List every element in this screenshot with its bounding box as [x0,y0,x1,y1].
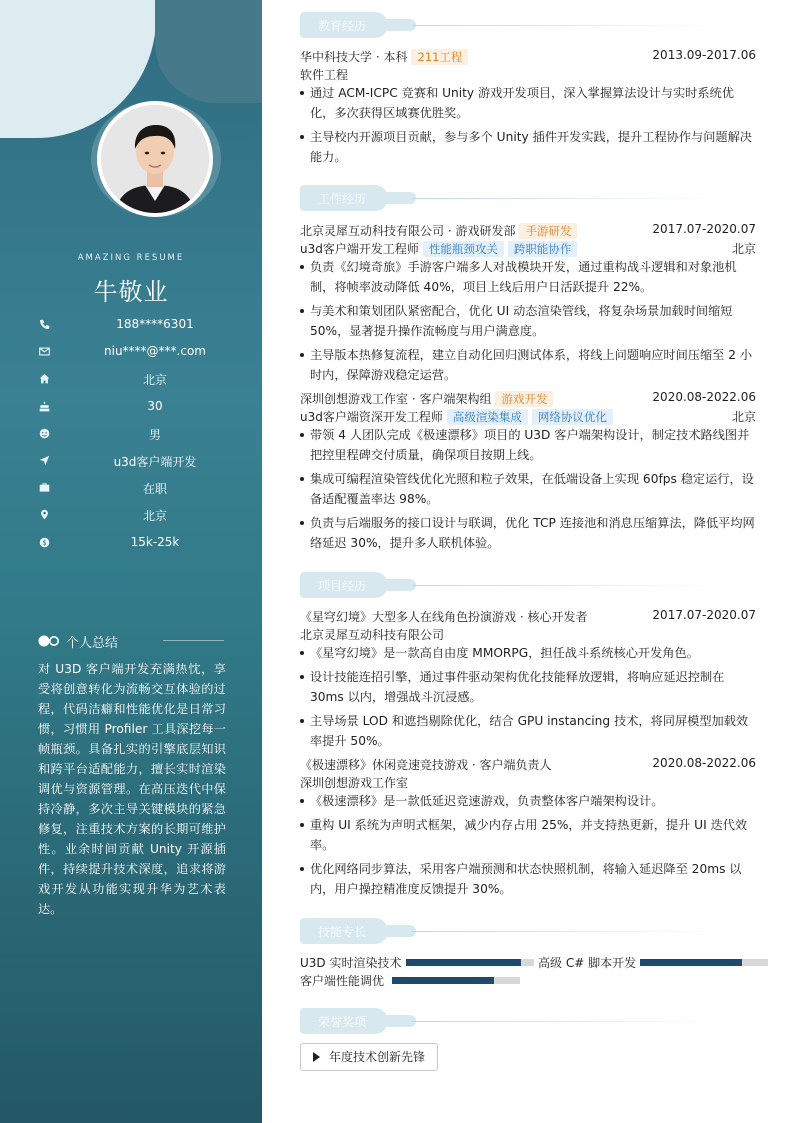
education-major: 软件工程 [300,68,349,82]
project-org-row [300,774,756,792]
avatar [97,101,213,217]
summary-text: 对 U3D 客户端开发充满热忱，享受将创意转化为流畅交互体验的过程，代码洁癖和性能优化是日常习惯，习惯用 Profiler 工具深挖每一帧瓶颈。具备扎实的引擎底层知识和跨平台适配能力，擅长实时渲染调优与资源管理。在高压迭代中保持冷静，多次主导关键模块的紧急修复，注重技术方案的长期可维护性。业余时间贡献 Unity 开源插件，持续提升技术深度，追求将游戏开发从功能实现升华为艺术表达。 [38,662,226,916]
job-role-row [300,240,756,258]
section-title: 荣誉奖项 [318,1015,367,1029]
project-bullets [300,643,756,755]
send-icon [38,455,50,467]
toggle-dots-icon [38,635,60,647]
job-bullets [300,425,756,557]
award-name: 年度技术创新先锋 [329,1050,426,1064]
role-tag: 性能瓶颈攻关 [423,241,504,257]
info-status [0,477,262,504]
skill-level-bar [406,959,534,966]
list-item: 主导版本热修复流程，建立自动化回归测试体系，将线上问题响应时间压缩至 2 小时内，保障游戏稳定运营。 [300,345,756,385]
school-name: 华中科技大学 · 本科 [300,50,408,64]
company-tag: 游戏开发 [495,391,553,407]
divider [163,640,224,641]
project-bullets [300,791,756,903]
list-item: 带领 4 人团队完成《极速漂移》项目的 U3D 客户端架构设计，制定技术路线图并把控里程碑交付质量，确保项目按期上线。 [300,425,756,465]
info-age-text: 30 [147,398,163,413]
section-title: 项目经历 [318,579,367,593]
location-pin-icon [38,509,50,521]
list-item: 负责《幻境奇旅》手游客户端多人对战模块开发，通过重构战斗逻辑和对象池机制，将帧率波动降低 40%，项目上线后用户日活跃提升 22%。 [300,257,756,297]
education-period: 2013.09-2017.06 [652,48,756,62]
education-entry-header [300,48,756,66]
job-city: 北京 [731,410,756,424]
project-org: 北京灵犀互动科技有限公司 [300,628,445,642]
info-gender-text: 男 [148,427,161,442]
skill-item [538,954,768,970]
education-bullets [300,83,756,171]
email-icon [38,346,50,358]
role-tag: 高级渲染集成 [447,409,528,425]
info-salary-text: 15k-25k [130,534,180,549]
skill-item [300,954,530,970]
info-age [0,396,262,423]
info-target-city-text: 北京 [142,509,167,524]
money-icon [38,537,50,549]
list-item: 负责与后端服务的接口设计与联调，优化 TCP 连接池和消息压缩算法，降低平均网络延迟 30%，提升多人联机体验。 [300,513,756,553]
info-email-text: niu****@***.com [104,344,206,359]
info-gender [0,423,262,450]
project-title: 《极速漂移》休闲竞速竞技游戏 · 客户端负责人 [300,758,552,772]
role-tag: 跨职能协作 [508,241,578,257]
decorative-shape [155,0,262,103]
info-position-text: u3d客户端开发 [113,454,197,469]
job-role-row [300,408,756,426]
list-item: 重构 UI 系统为声明式框架，减少内存占用 25%，并支持热更新，提升 UI 迭代效率。 [300,815,756,855]
projects-section-header [300,572,720,598]
phone-icon [38,319,50,331]
work-section-header [300,185,720,211]
project-header [300,756,756,774]
home-icon [38,373,50,385]
briefcase-icon [38,482,50,494]
award-item [300,1043,438,1071]
skill-level-bar [640,959,768,966]
skill-name: 高级 C# 脚本开发 [538,956,637,970]
info-email [0,341,262,368]
info-phone-text: 188****6301 [116,317,194,331]
candidate-name: 牛敬业 [93,278,169,306]
info-phone [0,314,262,341]
info-location-text: 北京 [142,373,167,388]
list-item: 优化网络同步算法，采用客户端预测和状态快照机制，将输入延迟降至 20ms 以内，用户操控精准度反馈提升 30%。 [300,859,756,899]
skills-section-header [300,918,720,944]
section-title: 工作经历 [318,192,367,206]
skill-name: U3D 实时渲染技术 [300,956,402,970]
list-item: 与美术和策划团队紧密配合，优化 UI 动态渲染管线，将复杂场景加载时间缩短 50%，显著提升操作流畅度与用户满意度。 [300,301,756,341]
project-org: 深圳创想游戏工作室 [300,776,409,790]
play-triangle-icon [313,1052,320,1062]
company-name: 深圳创想游戏工作室 · 客户端架构组 [300,392,492,406]
skill-level-fill [406,959,521,966]
summary-header [38,632,224,650]
resume-tagline: AMAZING RESUME [77,253,185,263]
cake-icon [38,401,50,413]
skill-name: 客户端性能调优 [300,974,385,988]
job-city: 北京 [731,242,756,256]
education-section-header [300,12,720,38]
sidebar [0,0,262,1123]
project-title: 《星穹幻境》大型多人在线角色扮演游戏 · 核心开发者 [300,610,588,624]
company-name: 北京灵犀互动科技有限公司 · 游戏研发部 [300,224,516,238]
job-header [300,222,756,240]
avatar-portrait [101,105,209,213]
job-bullets [300,257,756,389]
info-salary [0,532,262,559]
list-item: 集成可编程渲染管线优化光照和粒子效果，在低端设备上实现 60fps 稳定运行，设备适配覆盖率达 98%。 [300,469,756,509]
section-title: 技能专长 [318,925,367,939]
list-item: 主导校内开源项目贡献，参与多个 Unity 插件开发实践，提升工程协作与问题解决能力。 [300,127,756,167]
job-period: 2020.08-2022.06 [652,390,756,404]
education-major-row [300,66,756,84]
list-item: 通过 ACM-ICPC 竞赛和 Unity 游戏开发项目，深入掌握算法设计与实时系统优化，多次获得区域赛优胜奖。 [300,83,756,123]
list-item: 设计技能连招引擎，通过事件驱动架构优化技能释放逻辑，将响应延迟控制在 30ms 以内，增强战斗沉浸感。 [300,667,756,707]
project-period: 2017.07-2020.07 [652,608,756,622]
skill-item [300,972,530,988]
job-period: 2017.07-2020.07 [652,222,756,236]
school-tag: 211工程 [411,49,468,65]
role-tag: 网络协议优化 [532,409,613,425]
info-status-text: 在职 [142,482,167,497]
face-icon [38,428,50,440]
info-location [0,368,262,395]
project-header [300,608,756,626]
skill-level-bar [392,977,520,984]
contact-info-list [0,314,262,559]
list-item: 《星穹幻境》是一款高自由度 MMORPG，担任战斗系统核心开发角色。 [300,643,756,663]
job-role: u3d客户端资深开发工程师 [300,410,443,424]
project-org-row [300,626,756,644]
section-title: 教育经历 [318,19,367,33]
svg-text:$: $ [41,538,47,547]
skill-level-fill [640,959,742,966]
list-item: 《极速漂移》是一款低延迟竞速游戏，负责整体客户端架构设计。 [300,791,756,811]
project-period: 2020.08-2022.06 [652,756,756,770]
list-item: 主导场景 LOD 和遮挡剔除优化，结合 GPU instancing 技术，将同屏模型加载效率提升 50%。 [300,711,756,751]
company-tag: 手游研发 [519,223,577,239]
job-role: u3d客户端开发工程师 [300,242,419,256]
info-position [0,450,262,477]
info-target-city [0,504,262,531]
awards-section-header [300,1008,720,1034]
job-header [300,390,756,408]
skill-level-fill [392,977,494,984]
summary-title: 个人总结 [66,636,119,651]
